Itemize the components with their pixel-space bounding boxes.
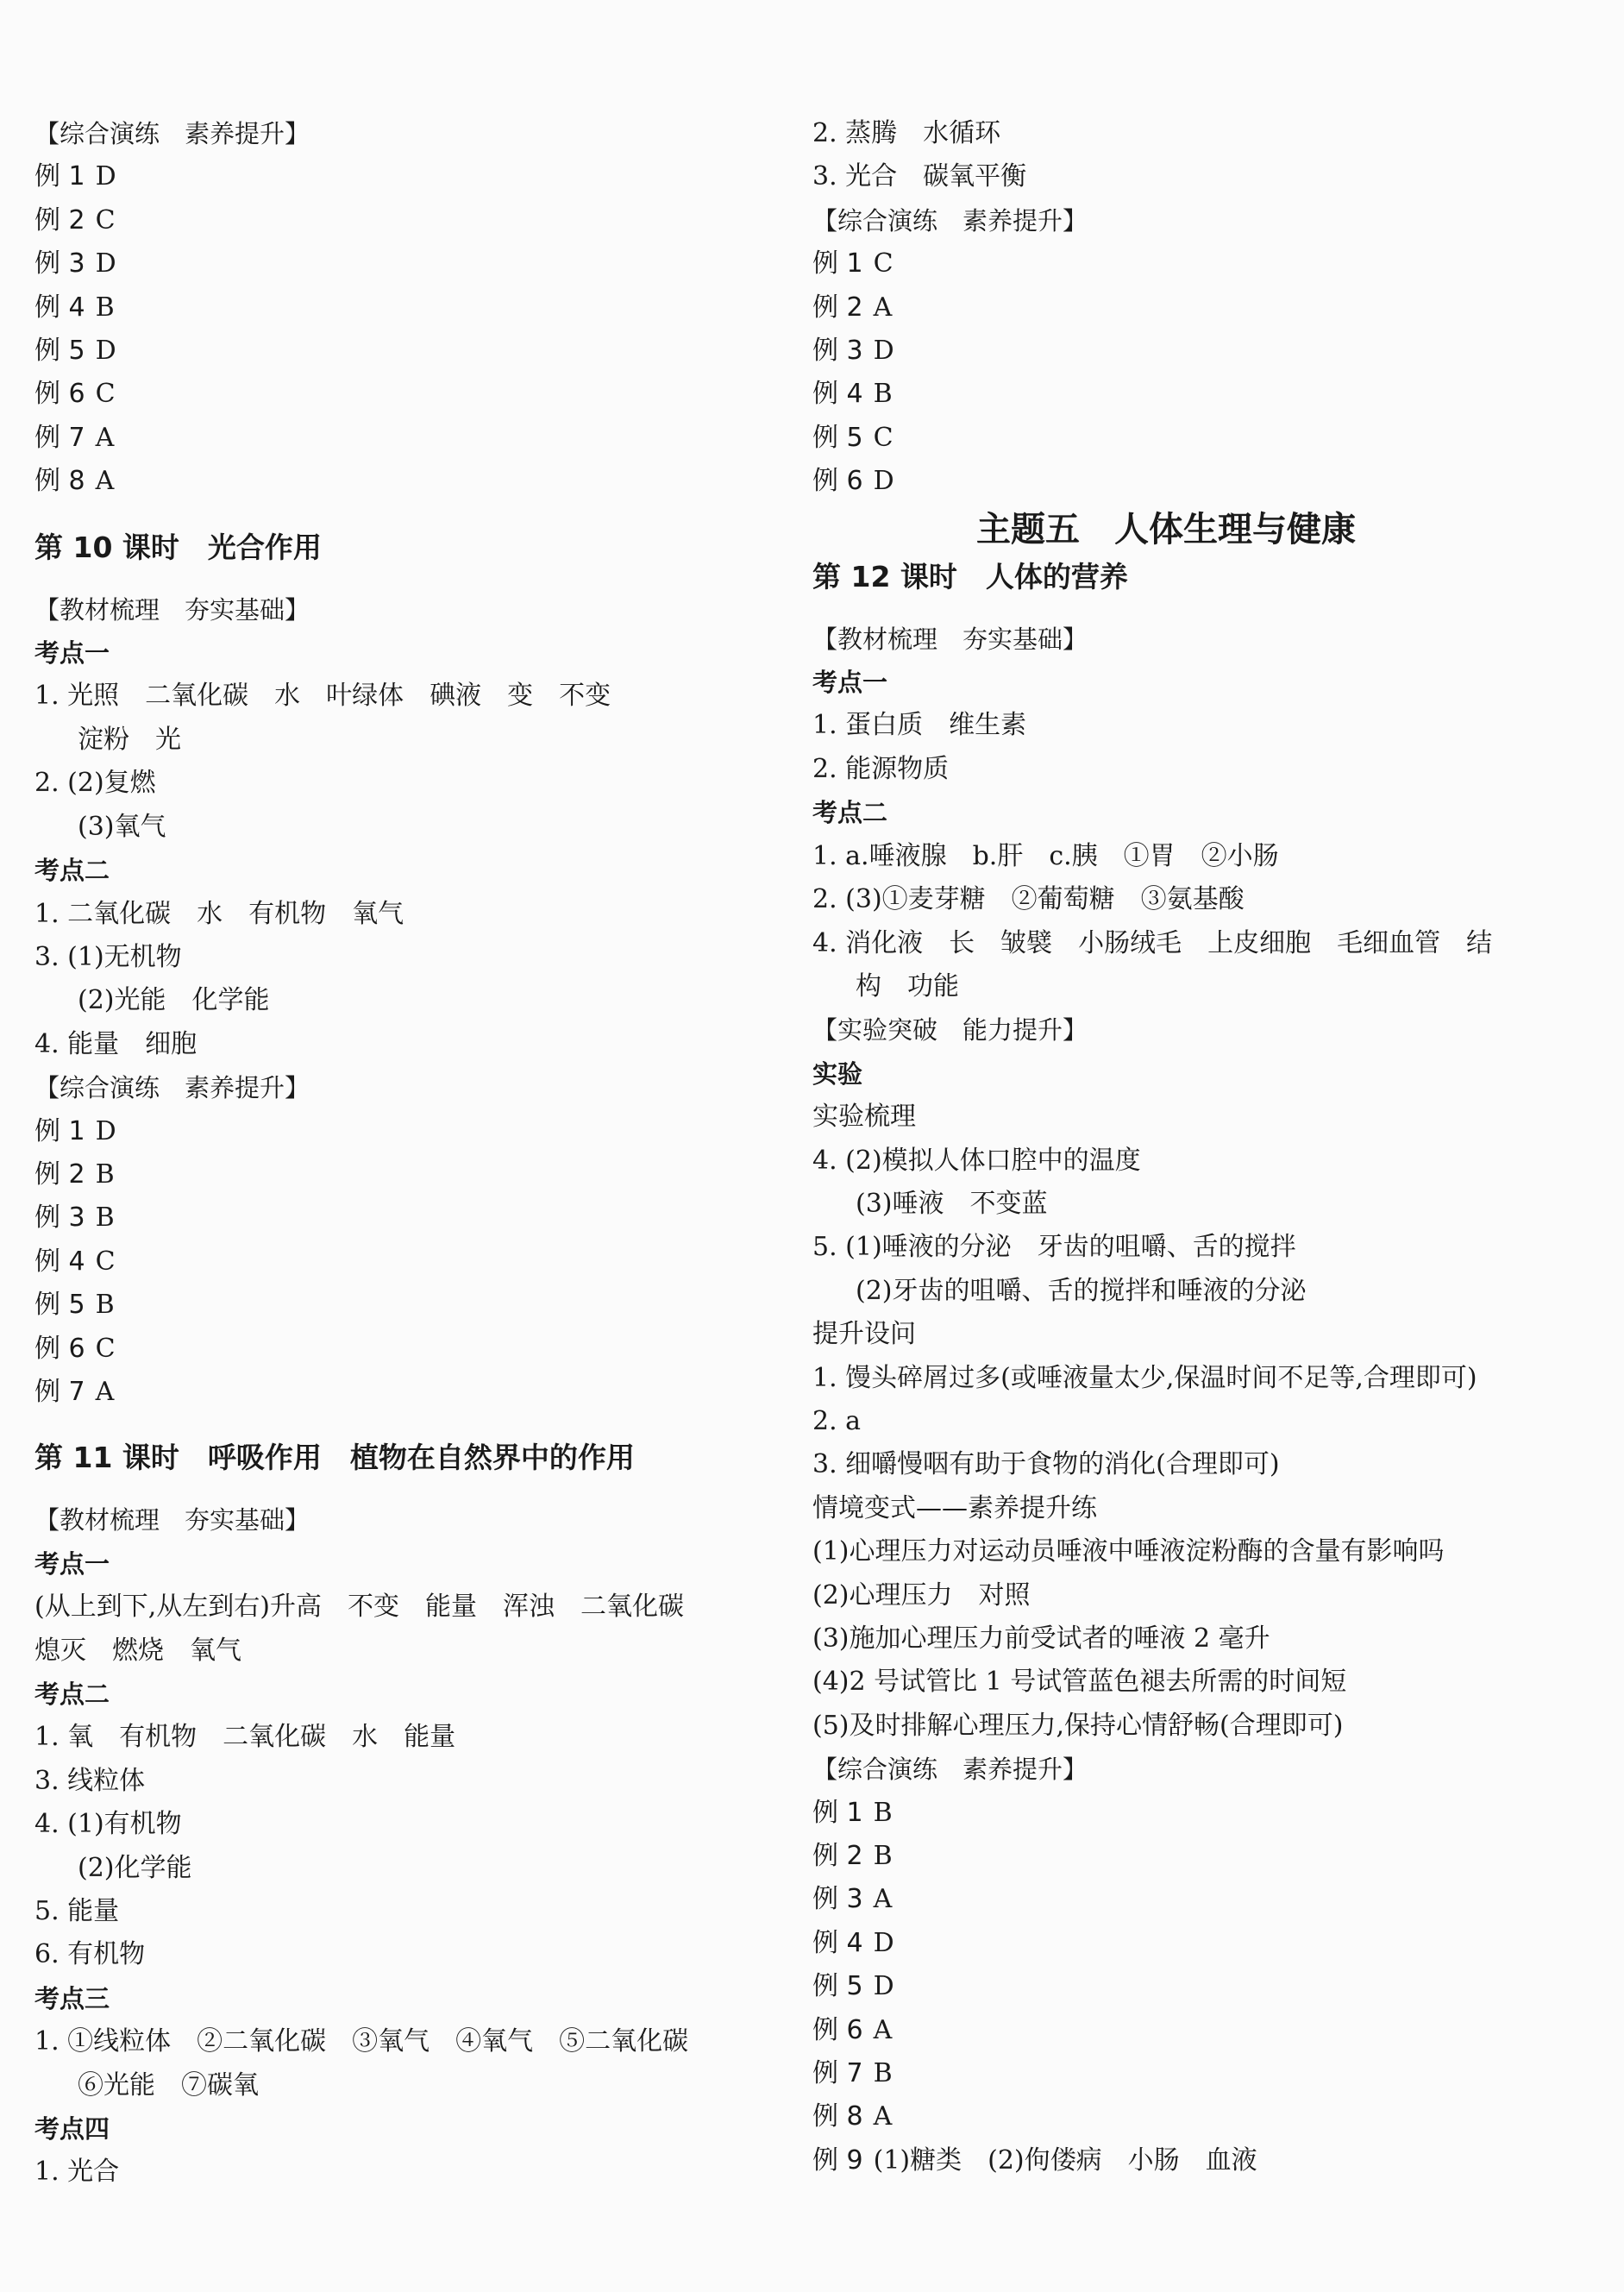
answer-line: 构 功能 bbox=[856, 970, 959, 1002]
key-point-heading: 考点一 bbox=[34, 638, 110, 669]
example-label: 例 3 bbox=[812, 336, 863, 367]
answer-line: (2)心理压力 对照 bbox=[812, 1579, 1031, 1611]
example-item bbox=[34, 1371, 750, 1414]
answer-line: 3. 线粒体 bbox=[34, 1765, 146, 1796]
example-answer: B bbox=[873, 1841, 893, 1872]
example-answer: D bbox=[95, 161, 116, 192]
example-answer: B bbox=[95, 1203, 115, 1234]
example-item bbox=[34, 417, 750, 460]
example-item bbox=[34, 286, 750, 330]
answer-line: 2. a bbox=[812, 1405, 862, 1436]
answer-line: 5. 能量 bbox=[34, 1896, 120, 1927]
key-point-heading: 考点二 bbox=[812, 798, 888, 828]
example-item bbox=[812, 330, 1571, 373]
example-item bbox=[34, 1284, 750, 1327]
example-item bbox=[812, 417, 1571, 460]
answer-line: 4. 能量 细胞 bbox=[34, 1028, 198, 1059]
section-header: 【综合演练 素养提升】 bbox=[812, 1755, 1088, 1785]
example-item bbox=[812, 2139, 1571, 2182]
answer-line: 3. 光合 碳氧平衡 bbox=[812, 161, 1027, 192]
example-answer: A bbox=[95, 466, 115, 497]
answer-line: 6. 有机物 bbox=[34, 1939, 146, 1970]
answer-line: 1. 光合 bbox=[34, 2157, 120, 2188]
example-label: 例 3 bbox=[812, 1884, 863, 1915]
example-label: 例 3 bbox=[34, 248, 85, 279]
example-answer: C bbox=[873, 248, 894, 279]
example-label: 例 4 bbox=[812, 1927, 863, 1958]
answer-line: 1. 蛋白质 维生素 bbox=[812, 710, 1027, 741]
answer-line: 1. a.唾液腺 b.肝 c.胰 ①胃 ②小肠 bbox=[812, 840, 1279, 871]
answer-line: (2)光能 化学能 bbox=[78, 985, 270, 1016]
answer-line: 2. 蒸腾 水循环 bbox=[812, 118, 1001, 148]
section-header: 【实验突破 能力提升】 bbox=[812, 1015, 1088, 1046]
answer-line: 4. (1)有机物 bbox=[34, 1809, 182, 1840]
example-item bbox=[812, 1792, 1571, 1835]
example-label: 例 6 bbox=[812, 466, 863, 497]
answer-line: 4. (2)模拟人体口腔中的温度 bbox=[812, 1145, 1141, 1176]
example-item bbox=[34, 155, 750, 198]
subsection-heading: 提升设问 bbox=[812, 1319, 916, 1350]
subsection-heading: 实验梳理 bbox=[812, 1102, 916, 1133]
section-header: 【教材梳理 夯实基础】 bbox=[812, 624, 1088, 654]
example-answer: C bbox=[95, 1333, 116, 1364]
lesson-title: 第 11 课时 呼吸作用 植物在自然界中的作用 bbox=[34, 1441, 635, 1475]
example-answer: B bbox=[95, 1159, 115, 1190]
example-answer: D bbox=[873, 1971, 894, 2002]
answer-line: (2)牙齿的咀嚼、舌的搅拌和唾液的分泌 bbox=[856, 1275, 1307, 1306]
example-item bbox=[812, 460, 1571, 503]
example-item bbox=[34, 1240, 750, 1284]
example-answer: A bbox=[873, 2014, 893, 2045]
left-column bbox=[34, 112, 750, 2195]
answer-line: 3. (1)无机物 bbox=[34, 941, 182, 972]
example-answer: A bbox=[873, 2101, 893, 2132]
example-item bbox=[812, 1878, 1571, 1921]
example-item bbox=[34, 1153, 750, 1196]
example-list bbox=[34, 155, 750, 503]
key-point-heading: 考点四 bbox=[34, 2114, 110, 2144]
answer-line: 3. 细嚼慢咽有助于食物的消化(合理即可) bbox=[812, 1449, 1280, 1480]
answer-line: 1. 馒头碎屑过多(或唾液量太少,保温时间不足等,合理即可) bbox=[812, 1362, 1477, 1393]
example-answer: D bbox=[95, 336, 116, 367]
example-label: 例 2 bbox=[34, 1159, 85, 1190]
section-header: 【教材梳理 夯实基础】 bbox=[34, 594, 310, 625]
example-answer: A bbox=[95, 422, 115, 453]
answer-line: 2. 能源物质 bbox=[812, 753, 950, 784]
example-answer: B bbox=[95, 292, 115, 323]
example-item bbox=[812, 242, 1571, 286]
answer-line: (2)化学能 bbox=[78, 1852, 192, 1883]
example-answer: D bbox=[873, 336, 894, 367]
answer-line: (从上到下,从左到右)升高 不变 能量 浑浊 二氧化碳 bbox=[34, 1592, 684, 1623]
example-list bbox=[34, 1110, 750, 1415]
example-item bbox=[812, 2095, 1571, 2138]
example-answer: D bbox=[95, 248, 116, 279]
answer-line: (3)唾液 不变蓝 bbox=[856, 1188, 1048, 1219]
example-label: 例 5 bbox=[812, 422, 863, 453]
example-label: 例 1 bbox=[34, 1115, 85, 1146]
example-label: 例 6 bbox=[34, 1333, 85, 1364]
example-answer: C bbox=[95, 204, 116, 235]
example-item bbox=[34, 199, 750, 242]
key-point-heading: 考点一 bbox=[812, 668, 888, 698]
answer-line: 4. 消化液 长 皱襞 小肠绒毛 上皮细胞 毛细血管 结 bbox=[812, 927, 1493, 958]
example-answer: B bbox=[873, 379, 893, 410]
answer-line: (3)施加心理压力前受试者的唾液 2 毫升 bbox=[812, 1623, 1270, 1654]
example-item bbox=[812, 2009, 1571, 2052]
answer-line: (3)氧气 bbox=[78, 811, 166, 842]
answer-line: (5)及时排解心理压力,保持心情舒畅(合理即可) bbox=[812, 1710, 1344, 1741]
example-answer: A bbox=[873, 1884, 893, 1915]
example-label: 例 8 bbox=[34, 466, 85, 497]
example-answer: (1)糖类 (2)佝偻病 小肠 血液 bbox=[873, 2144, 1257, 2176]
example-item bbox=[812, 1965, 1571, 2008]
example-label: 例 5 bbox=[34, 336, 85, 367]
example-label: 例 6 bbox=[34, 379, 85, 410]
answer-line: 5. (1)唾液的分泌 牙齿的咀嚼、舌的搅拌 bbox=[812, 1232, 1296, 1263]
example-label: 例 4 bbox=[34, 1246, 85, 1277]
example-label: 例 2 bbox=[812, 292, 863, 323]
example-label: 例 4 bbox=[34, 292, 85, 323]
example-label: 例 1 bbox=[812, 248, 863, 279]
example-label: 例 5 bbox=[34, 1290, 85, 1321]
example-answer: C bbox=[95, 379, 116, 410]
key-point-heading: 考点三 bbox=[34, 1983, 110, 2013]
example-answer: D bbox=[873, 466, 894, 497]
example-label: 例 6 bbox=[812, 2014, 863, 2045]
section-header: 【综合演练 素养提升】 bbox=[812, 205, 1088, 235]
answer-line: 2. (3)①麦芽糖 ②葡萄糖 ③氨基酸 bbox=[812, 884, 1245, 915]
example-label: 例 4 bbox=[812, 379, 863, 410]
example-answer: D bbox=[95, 1115, 116, 1146]
example-label: 例 7 bbox=[34, 1376, 85, 1407]
example-answer: C bbox=[873, 422, 894, 453]
answer-line: ⑥光能 ⑦碳氧 bbox=[78, 2069, 259, 2100]
example-list bbox=[812, 1792, 1571, 2183]
right-column bbox=[812, 112, 1571, 2182]
example-answer: A bbox=[95, 1376, 115, 1407]
example-item bbox=[812, 1835, 1571, 1878]
answer-line: 1. 氧 有机物 二氧化碳 水 能量 bbox=[34, 1722, 456, 1753]
key-point-heading: 考点一 bbox=[34, 1548, 110, 1579]
example-item bbox=[812, 286, 1571, 330]
example-answer: B bbox=[873, 1797, 893, 1828]
example-answer: D bbox=[873, 1927, 894, 1958]
example-label: 例 1 bbox=[812, 1797, 863, 1828]
example-label: 例 7 bbox=[812, 2058, 863, 2089]
example-answer: B bbox=[95, 1290, 115, 1321]
answer-line: 1. 二氧化碳 水 有机物 氧气 bbox=[34, 898, 404, 929]
example-answer: B bbox=[873, 2058, 893, 2089]
example-item bbox=[812, 2052, 1571, 2095]
example-item bbox=[34, 1110, 750, 1153]
theme-title: 主题五 人体生理与健康 bbox=[976, 509, 1356, 549]
example-item bbox=[34, 1328, 750, 1371]
example-item bbox=[34, 1196, 750, 1240]
example-label: 例 2 bbox=[812, 1841, 863, 1872]
example-list bbox=[812, 242, 1571, 503]
lesson-title: 第 12 课时 人体的营养 bbox=[812, 559, 1128, 593]
section-header: 【教材梳理 夯实基础】 bbox=[34, 1505, 310, 1535]
example-label: 例 2 bbox=[34, 204, 85, 235]
answer-line: 1. ①线粒体 ②二氧化碳 ③氧气 ④氧气 ⑤二氧化碳 bbox=[34, 2026, 689, 2057]
example-item bbox=[34, 460, 750, 503]
section-header: 【综合演练 素养提升】 bbox=[34, 119, 310, 148]
example-item bbox=[812, 373, 1571, 416]
experiment-heading: 实验 bbox=[812, 1058, 863, 1089]
key-point-heading: 考点二 bbox=[34, 1680, 110, 1709]
example-answer: A bbox=[873, 292, 893, 323]
example-item bbox=[34, 242, 750, 286]
answer-line: 2. (2)复燃 bbox=[34, 768, 156, 799]
answer-line: 熄灭 燃烧 氧气 bbox=[34, 1635, 241, 1666]
answer-line: (4)2 号试管比 1 号试管蓝色褪去所需的时间短 bbox=[812, 1667, 1347, 1698]
example-label: 例 5 bbox=[812, 1971, 863, 2002]
example-answer: C bbox=[95, 1246, 116, 1277]
answer-line: 1. 光照 二氧化碳 水 叶绿体 碘液 变 不变 bbox=[34, 681, 611, 712]
subsection-heading: 情境变式——素养提升练 bbox=[812, 1492, 1097, 1523]
example-item bbox=[812, 1922, 1571, 1965]
example-label: 例 8 bbox=[812, 2101, 863, 2132]
example-item bbox=[34, 330, 750, 373]
answer-line: (1)心理压力对运动员唾液中唾液淀粉酶的含量有影响吗 bbox=[812, 1536, 1445, 1567]
key-point-heading: 考点二 bbox=[34, 856, 110, 886]
example-label: 例 1 bbox=[34, 161, 85, 192]
example-item bbox=[34, 373, 750, 416]
section-header: 【综合演练 素养提升】 bbox=[34, 1073, 310, 1103]
example-label: 例 3 bbox=[34, 1203, 85, 1234]
answer-line: 淀粉 光 bbox=[78, 724, 181, 755]
example-label: 例 7 bbox=[34, 422, 85, 453]
example-label: 例 9 bbox=[812, 2144, 863, 2176]
lesson-title: 第 10 课时 光合作用 bbox=[34, 530, 322, 564]
